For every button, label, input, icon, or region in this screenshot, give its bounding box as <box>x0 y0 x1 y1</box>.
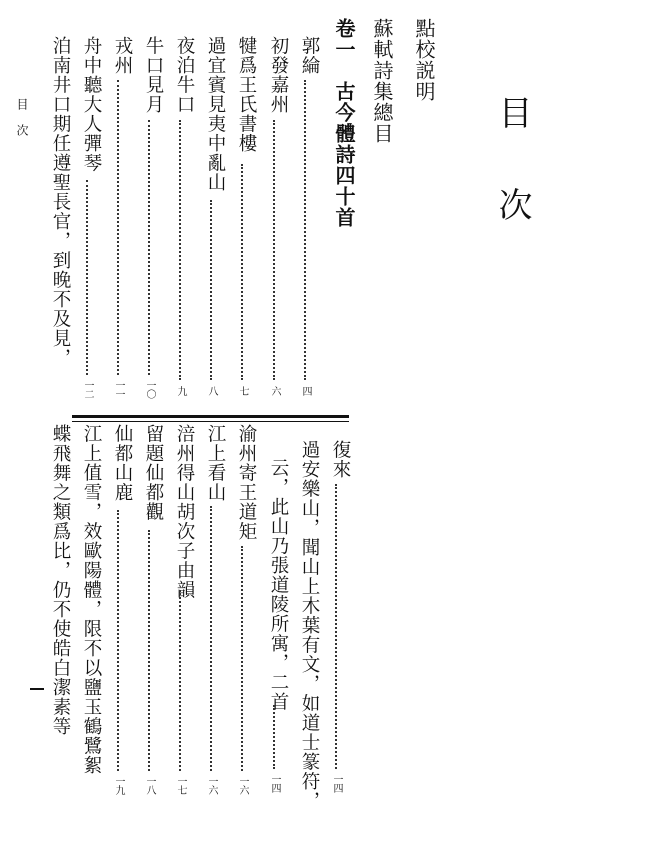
toc-entry-title: 舟中聽大人彈琴 <box>81 36 102 173</box>
leader-dots <box>273 120 279 380</box>
toc-entry-title: 渝州寄王道矩 <box>236 424 257 541</box>
toc-entry-title: 蝶飛舞之類爲比，仍不使皓白潔素等 <box>50 424 71 736</box>
leader-dots <box>117 80 123 375</box>
leader-dots <box>241 546 247 771</box>
toc-entry-title: 過宜賓見夷中亂山 <box>205 36 226 192</box>
toc-entry-page: 四 <box>300 386 311 395</box>
folio-mark <box>30 688 44 690</box>
toc-entry-title: 留題仙都觀 <box>143 424 164 522</box>
leader-dots <box>86 180 92 375</box>
leader-dots <box>117 510 123 771</box>
toc-entry-title: 復來 <box>330 440 351 479</box>
page-title: 目次 <box>492 95 532 279</box>
toc-entry-title: 涪州得山胡次子由韻 <box>174 424 195 600</box>
toc-entry-page: 八 <box>206 386 217 395</box>
front-matter-preface: 點校説明 <box>412 18 436 102</box>
toc-entry-page: 一〇 <box>144 380 155 398</box>
toc-entry-page: 一九 <box>113 776 124 794</box>
toc-entry-title: 江上值雪，效歐陽體，限不以鹽玉鶴鷺絮 <box>81 424 102 775</box>
toc-entry-title: 仙都山鹿 <box>112 424 133 502</box>
section-heading: 卷一 古今體詩四十首 <box>332 18 356 228</box>
toc-entry-page: 九 <box>175 386 186 395</box>
toc-entry-title: 牛口見月 <box>143 36 164 114</box>
section-divider <box>72 421 349 422</box>
toc-entry-page: 一六 <box>206 776 217 794</box>
toc-entry-title: 初發嘉州 <box>268 36 289 114</box>
toc-entry-page: 六 <box>269 386 280 395</box>
toc-entry-title: 江上看山 <box>205 424 226 502</box>
leader-dots <box>179 120 185 380</box>
toc-entry-title: 犍爲王氏書樓 <box>236 36 257 153</box>
section-divider <box>72 415 349 418</box>
leader-dots <box>179 590 185 771</box>
toc-entry-page: 一二 <box>82 380 93 398</box>
leader-dots <box>210 506 216 771</box>
leader-dots <box>241 164 247 380</box>
toc-entry-page: 一六 <box>237 776 248 794</box>
toc-entry-page: 一四 <box>331 774 342 792</box>
running-head: 目次 <box>15 98 29 150</box>
toc-entry-page: 一四 <box>269 774 280 792</box>
leader-dots <box>273 705 279 769</box>
toc-entry-page: 七 <box>237 386 248 395</box>
leader-dots <box>335 484 341 769</box>
toc-entry-page: 一八 <box>144 776 155 794</box>
front-matter-general-contents: 蘇軾詩集總目 <box>370 18 394 144</box>
toc-entry-title: 郭綸 <box>299 36 320 75</box>
toc-entry-title: 泊南井口期任遵聖長官，到晚不及見， <box>50 36 71 368</box>
toc-entry-title: 云，此山乃張道陵所寓，二首 <box>268 458 289 712</box>
leader-dots <box>148 120 154 375</box>
toc-entry-title: 夜泊牛口 <box>174 36 195 114</box>
leader-dots <box>304 80 310 380</box>
leader-dots <box>148 530 154 771</box>
leader-dots <box>210 200 216 380</box>
toc-entry-page: 一七 <box>175 776 186 794</box>
toc-entry-page: 一一 <box>113 380 124 398</box>
toc-entry-title: 戎州 <box>112 36 133 75</box>
toc-entry-title: 過安樂山，聞山上木葉有文，如道士篆符， <box>299 440 320 811</box>
